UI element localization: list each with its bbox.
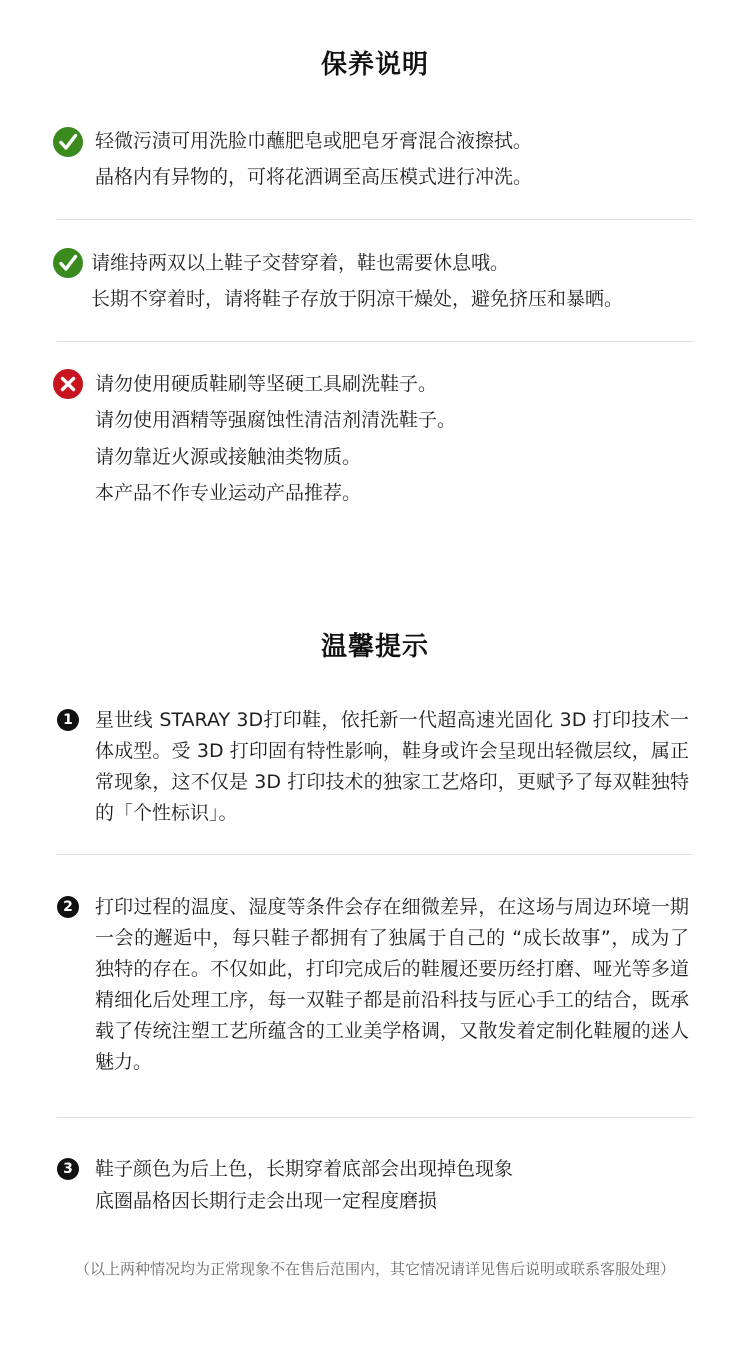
number-3-icon: 3 xyxy=(57,1158,79,1180)
care-item-3-line-3: 请勿靠近火源或接触油类物质。 xyxy=(95,446,362,468)
care-item-3-line-4: 本产品不作专业运动产品推荐。 xyxy=(95,482,362,504)
number-2-icon: 2 xyxy=(57,896,79,918)
care-item-1-line-2: 晶格内有异物的，可将花洒调至高压模式进行冲洗。 xyxy=(95,166,533,188)
tip-2-text: 打印过程的温度、湿度等条件会存在细微差异，在这场与周边环境一期一会的邂逅中，每只鞋子都拥有了独属于自己的 “成长故事”，成为了独特的存在。不仅如此，打印完成后的鞋履还要历经打磨、哑光等多道精细化后处理工序，每一双鞋子都是前沿科技与匠心手工的结合，既承载了传统注塑工艺所蕴含的工业美学格调，又散发着定制化鞋履的迷人魅力。 xyxy=(95,896,689,1073)
tips-title: 温馨提示 xyxy=(320,632,429,662)
care-item-1-line-1: 轻微污渍可用洗脸巾蘸肥皂或肥皂牙膏混合液擦拭。 xyxy=(95,130,533,152)
divider xyxy=(57,1117,693,1118)
divider xyxy=(57,341,693,342)
care-item-2-line-1: 请维持两双以上鞋子交替穿着，鞋也需要休息哦。 xyxy=(91,252,510,274)
care-title: 保养说明 xyxy=(320,50,429,80)
check-icon xyxy=(53,248,83,278)
number-1-icon: 1 xyxy=(57,709,79,731)
care-item-3-line-2: 请勿使用酒精等强腐蚀性清洁剂清洗鞋子。 xyxy=(95,409,457,431)
check-icon xyxy=(53,127,83,157)
divider xyxy=(57,854,693,855)
tip-3-line-2: 底圈晶格因长期行走会出现一定程度磨损 xyxy=(95,1190,438,1212)
care-item-2-line-2: 长期不穿着时，请将鞋子存放于阴凉干燥处，避免挤压和暴晒。 xyxy=(91,288,624,310)
tip-3-line-1: 鞋子颜色为后上色，长期穿着底部会出现掉色现象 xyxy=(95,1158,514,1180)
tip-1-text: 星世线 STARAY 3D打印鞋，依托新一代超高速光固化 3D 打印技术一体成型。受 3D 打印固有特性影响，鞋身或许会呈现出轻微层纹，属正常现象，这不仅是 3D 打印技术的独家工艺烙印，更赋予了每双鞋独特的「个性标识」。 xyxy=(95,709,689,824)
footnote: （以上两种情况均为正常现象不在售后范围内，其它情况请详见售后说明或联系客服处理） xyxy=(74,1260,675,1278)
divider xyxy=(57,219,693,220)
care-item-3-line-1: 请勿使用硬质鞋刷等坚硬工具刷洗鞋子。 xyxy=(95,373,438,395)
cross-icon xyxy=(53,369,83,399)
